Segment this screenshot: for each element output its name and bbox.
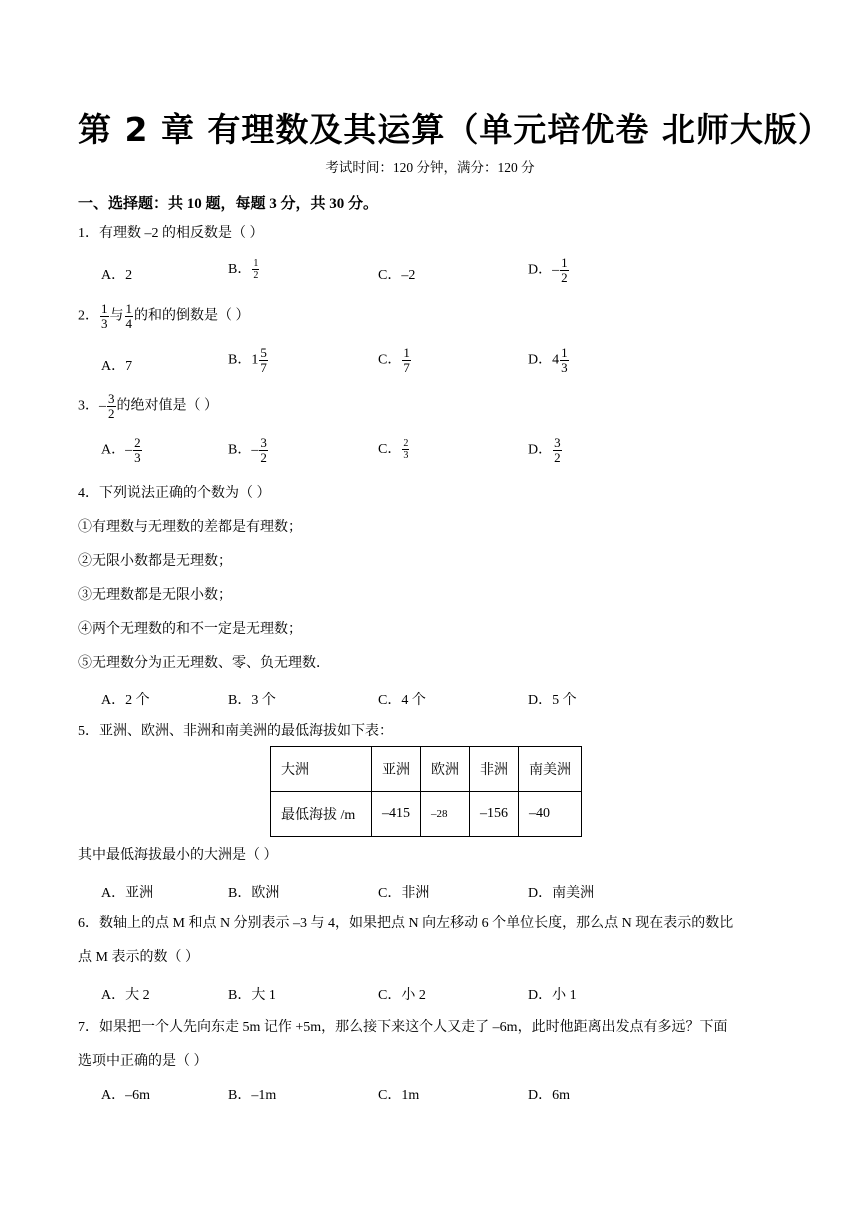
q4-statement-4: ④两个无理数的和不一定是无理数； [78, 622, 302, 637]
q4-statement-3: ③无理数都是无限小数； [78, 588, 232, 603]
q2-option-c-label: C． [378, 352, 402, 368]
q5-option-d: D．南美洲 [528, 886, 595, 901]
q3-option-b [228, 436, 269, 465]
q1-b-numerator: 1 [253, 258, 259, 270]
q2-option-d-label: D．4 [528, 352, 560, 368]
table-cell: 最低海拔 /m [271, 792, 372, 837]
q5-followup: 其中最低海拔最小的大洲是（ ） [78, 848, 278, 863]
q3-d-numerator: 3 [554, 435, 561, 450]
q1-option-b [228, 258, 260, 281]
q1-option-b-label: B． [228, 262, 252, 277]
q4-option-a: A．2 个 [101, 693, 150, 708]
q2-b-denominator: 7 [260, 360, 267, 375]
question-2-stem [78, 302, 250, 331]
q3-b-denominator: 2 [260, 450, 267, 465]
q7-option-d: D．6m [528, 1088, 570, 1103]
q3-tail: 的绝对值是（ ） [116, 398, 218, 414]
question-6-line-1: 6．数轴上的点 M 和点 N 分别表示 –3 与 4，如果把点 N 向左移动 6 个单位长度，那么点 N 现在表示的数比 [78, 916, 734, 931]
question-4-stem: 4．下列说法正确的个数为（ ） [78, 486, 271, 501]
q2-tail: 的和的倒数是（ ） [134, 308, 250, 324]
q2-option-a: A．7 [101, 359, 133, 374]
q5-option-b: B．欧洲 [228, 886, 280, 901]
exam-info: 考试时间：120 分钟，满分：120 分 [325, 160, 535, 175]
q7-option-a: A．–6m [101, 1088, 150, 1103]
q2-option-c [378, 346, 412, 375]
q3-c-denominator: 3 [403, 450, 409, 462]
question-7-line-1: 7．如果把一个人先向东走 5m 记作 +5m，那么接下来这个人又走了 –6m，此时他距离出发点有多远？下面 [78, 1020, 728, 1035]
q3-option-b-label: B．– [228, 442, 259, 458]
q4-statement-1: ①有理数与无理数的差都是有理数； [78, 520, 302, 535]
q1-d-numerator: 1 [561, 255, 568, 270]
table-cell: –40 [519, 792, 582, 837]
q3-option-a [101, 436, 143, 465]
table-cell: 欧洲 [421, 747, 470, 792]
q2-mid: 与 [109, 308, 124, 324]
altitude-table [270, 746, 582, 837]
q4-option-d: D．5 个 [528, 693, 577, 708]
q3-d-denominator: 2 [554, 450, 561, 465]
q3-c-numerator: 2 [403, 438, 409, 450]
q1-option-a: A．2 [101, 268, 133, 283]
q2-b-numerator: 5 [260, 345, 267, 360]
q6-option-b: B．大 1 [228, 988, 276, 1003]
question-7-line-2: 选项中正确的是（ ） [78, 1054, 208, 1069]
q4-statement-5: ⑤无理数分为正无理数、零、负无理数． [78, 656, 330, 671]
q2-num1: 1 [101, 301, 108, 316]
q3-option-a-label: A．– [101, 442, 133, 458]
q2-c-numerator: 1 [403, 345, 410, 360]
q5-option-a: A．亚洲 [101, 886, 154, 901]
table-cell: 南美洲 [519, 747, 582, 792]
q3-a-numerator: 2 [134, 435, 141, 450]
q2-prefix: 2． [78, 308, 99, 324]
q7-option-b: B．–1m [228, 1088, 277, 1103]
q3-option-d-label: D． [528, 442, 553, 458]
q2-num2: 1 [125, 301, 132, 316]
q2-d-denominator: 3 [561, 360, 568, 375]
page-title: 第 2 章 有理数及其运算（单元培优卷 北师大版） [78, 110, 832, 149]
q1-d-denominator: 2 [561, 270, 568, 285]
section-heading: 一、选择题：共 10 题，每题 3 分，共 30 分。 [78, 196, 379, 212]
q2-den1: 3 [101, 316, 108, 331]
q7-option-c: C．1m [378, 1088, 420, 1103]
table-cell: –28 [421, 792, 470, 837]
table-cell: 亚洲 [372, 747, 421, 792]
q3-option-c [378, 438, 410, 461]
question-6-line-2: 点 M 表示的数（ ） [78, 950, 199, 965]
q2-c-denominator: 7 [403, 360, 410, 375]
q2-den2: 4 [125, 316, 132, 331]
q1-b-denominator: 2 [253, 270, 259, 282]
q3-denominator: 2 [108, 406, 115, 421]
q6-option-a: A．大 2 [101, 988, 150, 1003]
q2-d-numerator: 1 [561, 345, 568, 360]
q1-option-c: C．–2 [378, 268, 416, 283]
q3-b-numerator: 3 [260, 435, 267, 450]
table-header-row [271, 747, 582, 792]
q2-option-d [528, 346, 570, 375]
q5-option-c: C．非洲 [378, 886, 430, 901]
table-cell: –415 [372, 792, 421, 837]
q1-option-d [528, 256, 570, 285]
q1-option-d-label: D．– [528, 262, 560, 278]
question-3-stem [78, 392, 218, 421]
table-cell: 非洲 [470, 747, 519, 792]
table-row [271, 792, 582, 837]
q2-option-b-label: B．1 [228, 352, 259, 368]
q3-numerator: 3 [108, 391, 115, 406]
q6-option-c: C．小 2 [378, 988, 426, 1003]
q4-option-c: C．4 个 [378, 693, 426, 708]
q4-statement-2: ②无限小数都是无理数； [78, 554, 232, 569]
table-cell: 大洲 [271, 747, 372, 792]
question-5-stem: 5．亚洲、欧洲、非洲和南美洲的最低海拔如下表： [78, 724, 393, 739]
question-1-stem: 1．有理数 –2 的相反数是（ ） [78, 226, 264, 241]
q3-option-d [528, 436, 563, 465]
q3-prefix: 3．– [78, 398, 106, 414]
q3-option-c-label: C． [378, 442, 402, 457]
table-cell: –156 [470, 792, 519, 837]
q2-option-b [228, 346, 269, 375]
q3-a-denominator: 3 [134, 450, 141, 465]
q4-option-b: B．3 个 [228, 693, 276, 708]
q6-option-d: D．小 1 [528, 988, 577, 1003]
